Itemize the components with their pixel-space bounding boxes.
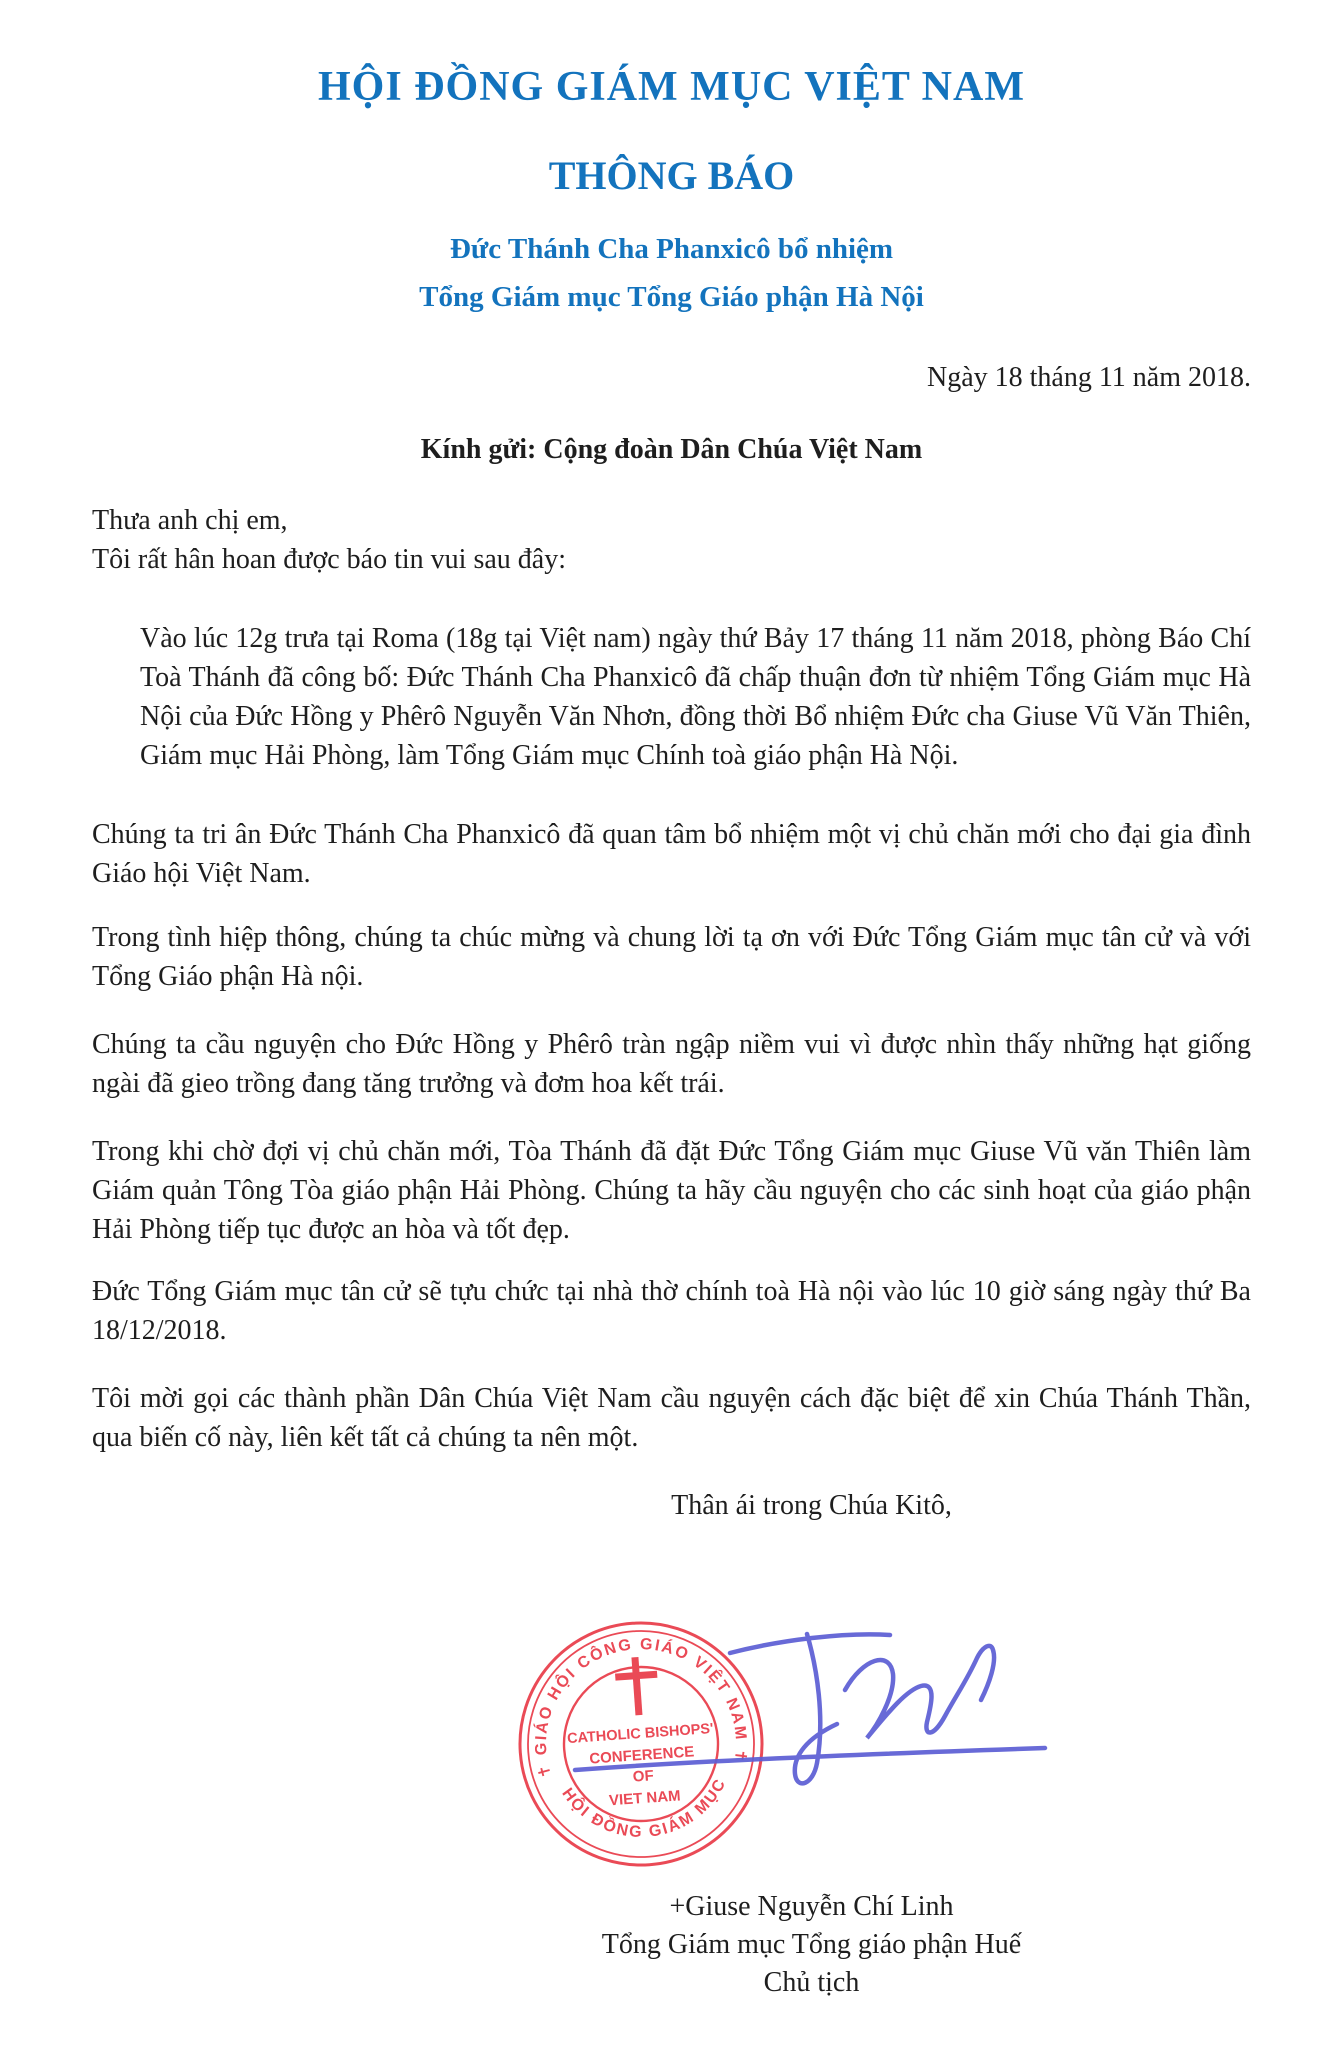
signature-block (232, 1888, 1324, 2002)
seal-graphic (508, 1611, 775, 1878)
body-paragraph: Vào lúc 12g trưa tại Roma (18g tại Việt nam) ngày thứ Bảy 17 tháng 11 năm 2018, phòng Báo Chí Toà Thánh đã công bố: Đức Thánh Cha Phanxicô đã chấp thuận đơn từ nhiệm Tổng Giám mục Hà Nội của Đức Hồng y Phêrô Nguyễn Văn Nhơn, đồng thời Bổ nhiệm Đức cha Giuse Vũ Văn Thiên, Giám mục Hải Phòng, làm Tổng Giám mục Chính toà giáo phận Hà Nội. (140, 623, 1251, 771)
seal-center-line-3: OF (632, 1767, 655, 1786)
signer-title: Tổng Giám mục Tổng giáo phận Huế (601, 1929, 1022, 1960)
opening-line-1: Thưa anh chị em, (92, 505, 288, 536)
doc-type-title: THÔNG BÁO (548, 153, 795, 198)
subtitle-appointment-line-1: Đức Thánh Cha Phanxicô bổ nhiệm (449, 233, 894, 265)
body-paragraph: Tôi mời gọi các thành phần Dân Chúa Việt Nam cầu nguyện cách đặc biệt để xin Chúa Thánh Thần, qua biến cố này, liên kết tất cả chúng ta nên một. (92, 1383, 1251, 1453)
letter-content (92, 0, 1251, 1525)
valediction-line: Thân ái trong Chúa Kitô, (671, 1490, 952, 1521)
seal-center-line-1: CATHOLIC BISHOPS' (566, 1720, 714, 1748)
body-paragraph: Chúng ta tri ân Đức Thánh Cha Phanxicô đã quan tâm bổ nhiệm một vị chủ chăn mới cho đại gia đình Giáo hội Việt Nam. (92, 819, 1251, 889)
seal-arc-bottom-text: HỘI ĐỒNG GIÁM MỤC (558, 1775, 730, 1842)
opening-line-2: Tôi rất hân hoan được báo tin vui sau đây: (92, 544, 566, 575)
date-line: Ngày 18 tháng 11 năm 2018. (926, 362, 1251, 393)
signer-name: +Giuse Nguyễn Chí Linh (669, 1891, 954, 1922)
seal-arc-top-text: ✝ GIÁO HỘI CÔNG GIÁO VIỆT NAM ✝ (532, 1635, 750, 1780)
official-seal-stamp (508, 1611, 775, 1878)
body-paragraph: Trong khi chờ đợi vị chủ chăn mới, Tòa Thánh đã đặt Đức Tổng Giám mục Giuse Vũ văn Thiên làm Giám quản Tông Tòa giáo phận Hải Phòng. Chúng ta hãy cầu nguyện cho các sinh hoạt của giáo phận Hải Phòng tiếp tục được an hòa và tốt đẹp. (92, 1136, 1251, 1245)
body-paragraph: Trong tình hiệp thông, chúng ta chúc mừng và chung lời tạ ơn với Đức Tổng Giám mục tân cử và với Tổng Giáo phận Hà nội. (92, 922, 1251, 992)
seal-cross-icon (614, 1656, 660, 1717)
letterhead-org-title: HỘI ĐỒNG GIÁM MỤC VIỆT NAM (318, 64, 1025, 110)
signer-role: Chủ tịch (763, 1967, 860, 1998)
body-paragraph: Đức Tổng Giám mục tân cử sẽ tựu chức tại nhà thờ chính toà Hà nội vào lúc 10 giờ sáng ngày thứ Ba 18/12/2018. (92, 1276, 1251, 1346)
subtitle-appointment-line-2: Tổng Giám mục Tổng Giáo phận Hà Nội (419, 281, 924, 313)
body-paragraph: Chúng ta cầu nguyện cho Đức Hồng y Phêrô tràn ngập niềm vui vì được nhìn thấy những hạt giống ngài đã gieo trồng đang tăng trưởng và đơm hoa kết trái. (92, 1029, 1251, 1099)
seal-center-line-2: CONFERENCE (588, 1743, 695, 1768)
opening-lines (92, 501, 1251, 579)
salutation-line: Kính gửi: Cộng đoàn Dân Chúa Việt Nam (420, 434, 923, 465)
seal-center-line-4: VIET NAM (608, 1787, 682, 1810)
